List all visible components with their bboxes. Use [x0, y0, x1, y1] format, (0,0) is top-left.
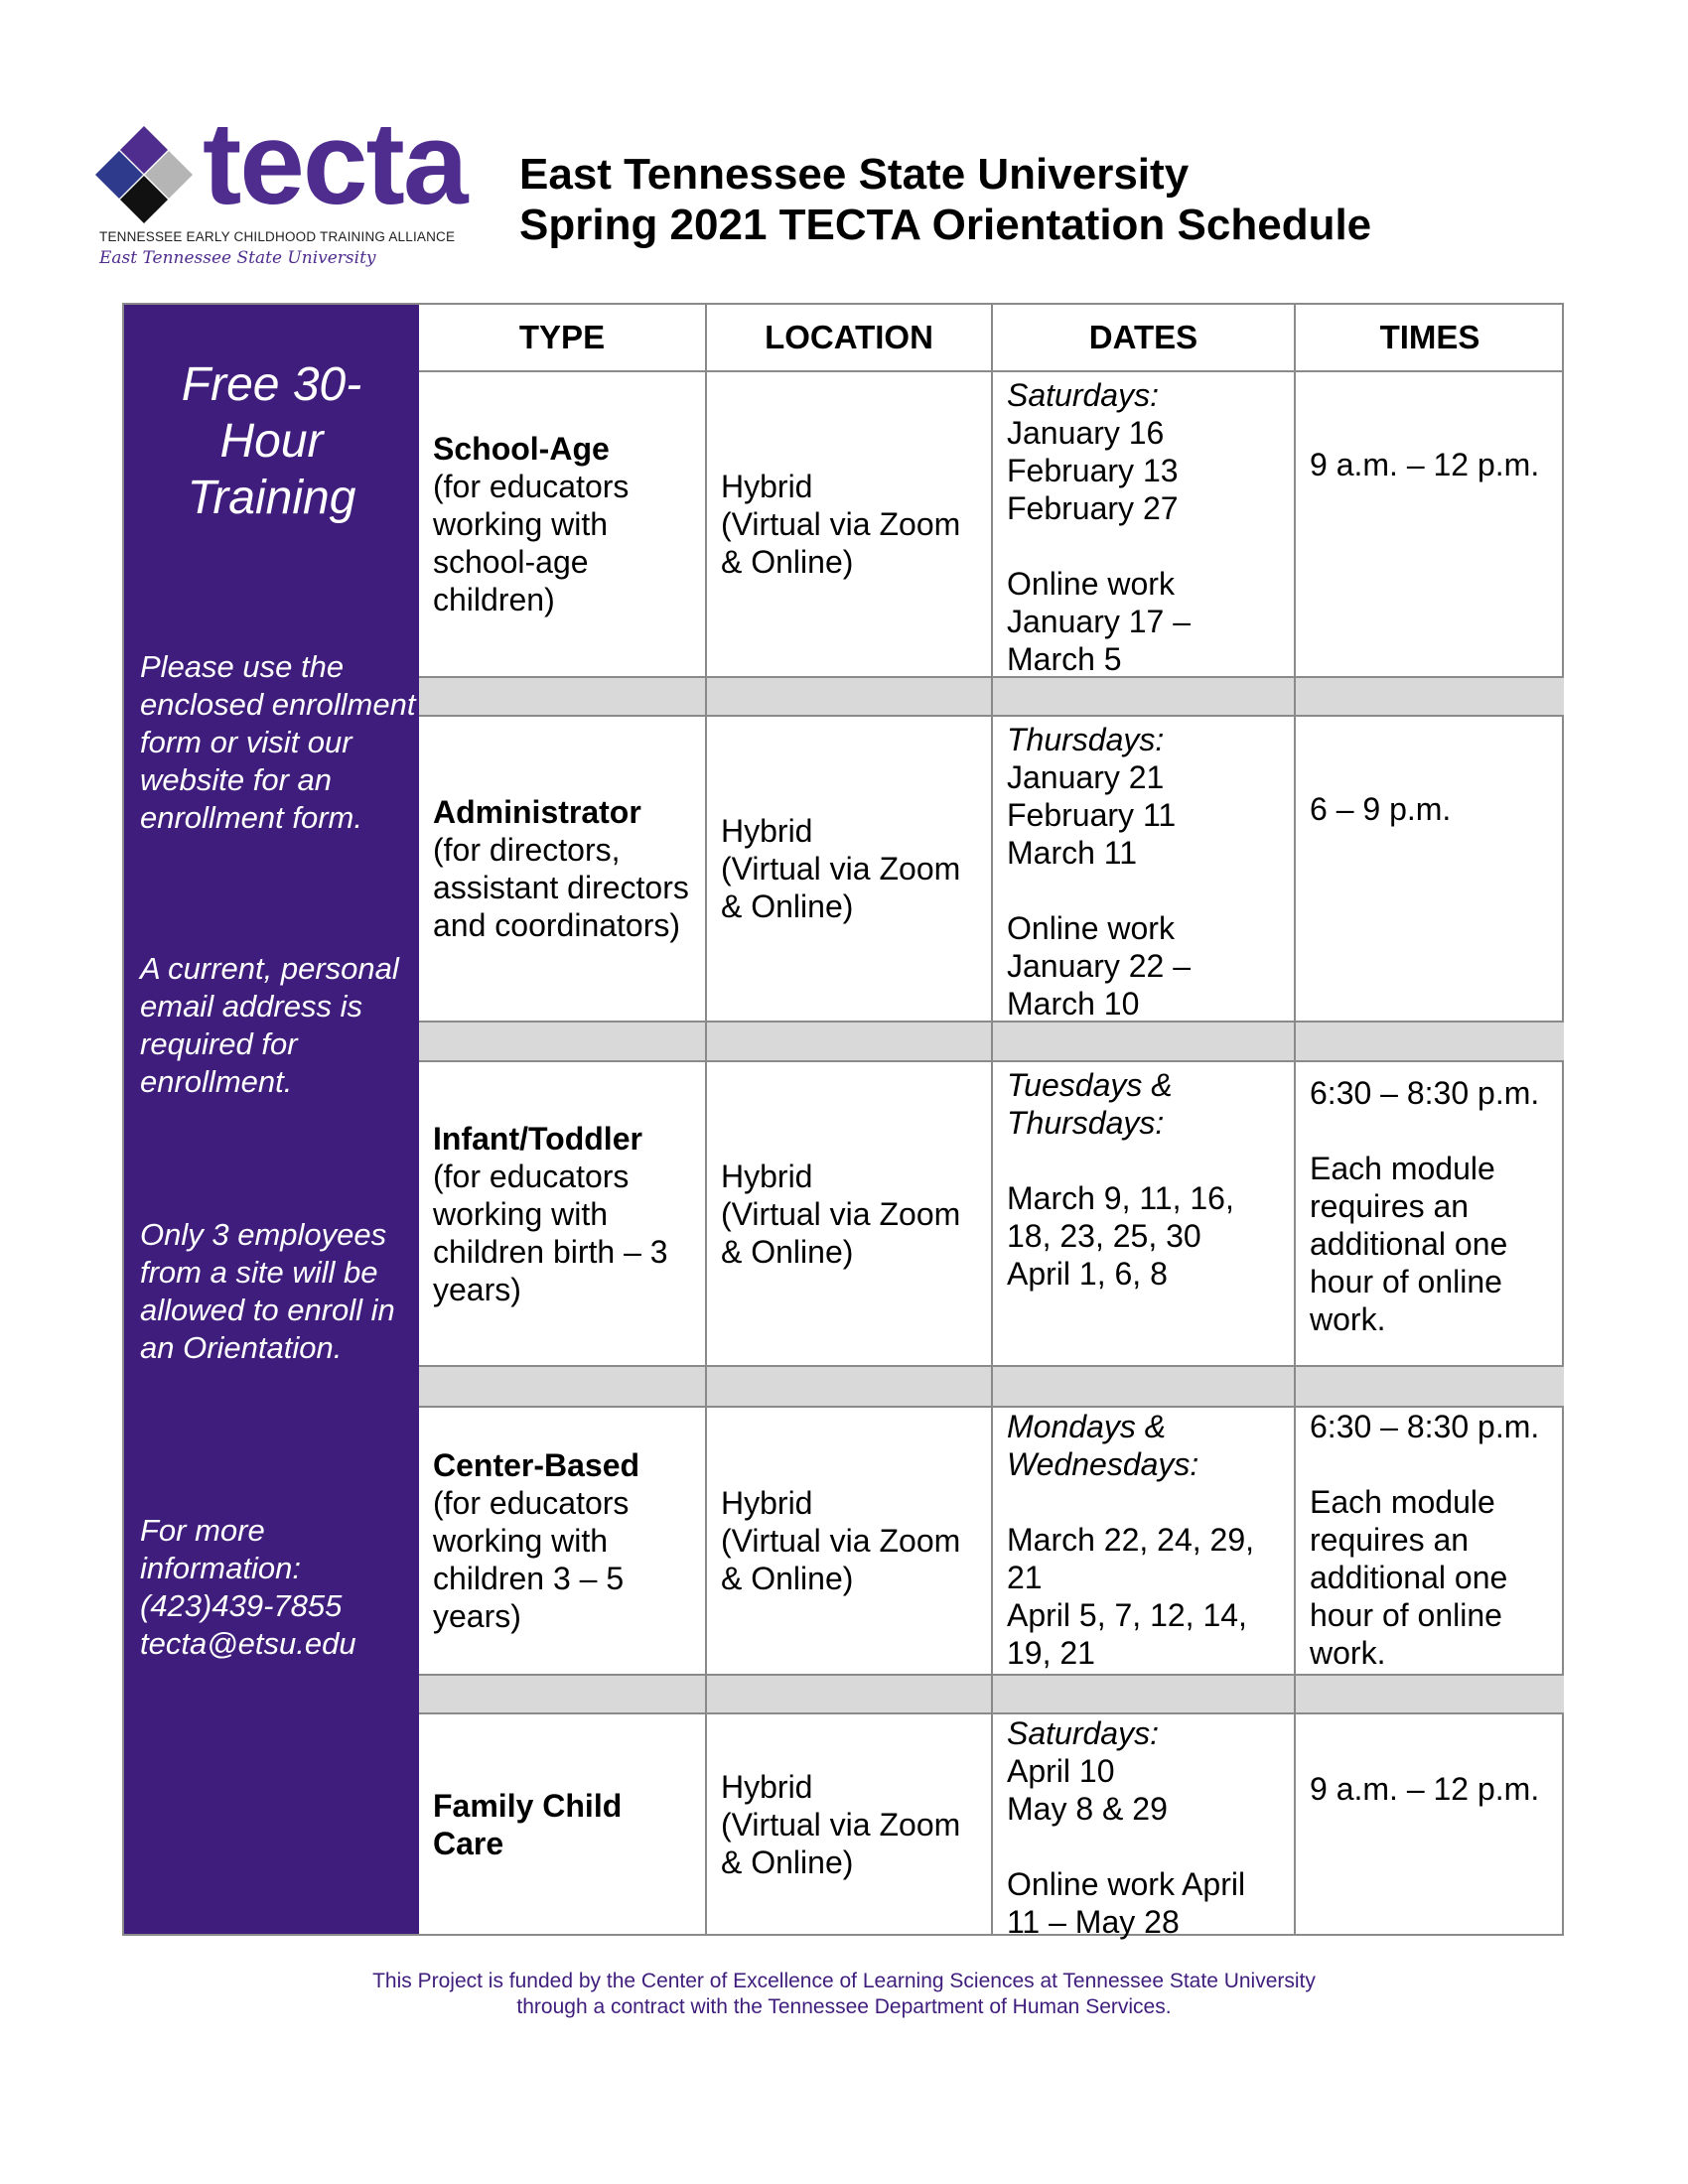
table-row-type [419, 717, 707, 1023]
location-detail: (Virtual via Zoom & Online) [721, 1806, 961, 1880]
dates-days: Mondays & Wednesdays: [1007, 1409, 1199, 1482]
session-time: 6:30 – 8:30 p.m. [1310, 1409, 1540, 1444]
sidebar-heading-line: Hour [219, 415, 324, 468]
enrollment-form-note: Please use the enclosed enrollment form or visit our website for an enrollment form. [140, 649, 416, 835]
location-detail: (Virtual via Zoom & Online) [721, 506, 961, 580]
row-spacer [419, 1023, 707, 1062]
table-row-location [707, 372, 993, 678]
date-item: March 9, 11, 16, 18, 23, 25, 30 [1007, 1180, 1234, 1254]
session-time: 9 a.m. – 12 p.m. [1310, 1771, 1540, 1807]
funding-note [0, 1969, 1688, 2020]
date-item: January 16 [1007, 415, 1165, 451]
date-item: February 11 [1007, 797, 1177, 833]
dates-days: Tuesdays & Thursdays: [1007, 1067, 1173, 1141]
contact-label: For more information: [140, 1513, 301, 1585]
column-header-type: TYPE [419, 305, 707, 372]
row-spacer [707, 1676, 993, 1714]
type-description: (for directors, assistant directors and coordinators) [433, 832, 689, 943]
schedule-table [122, 303, 1564, 1940]
location-detail: (Virtual via Zoom & Online) [721, 1523, 961, 1596]
table-row-dates [993, 717, 1296, 1023]
row-spacer [419, 678, 707, 717]
column-header-times: TIMES [1296, 305, 1564, 372]
row-spacer [993, 1676, 1296, 1714]
session-time: 9 a.m. – 12 p.m. [1310, 447, 1540, 482]
dates-days: Thursdays: [1007, 722, 1165, 757]
type-description: (for educators working with children birth – 3 years) [433, 1158, 668, 1307]
date-item: April 5, 7, 12, 14, 19, 21 [1007, 1597, 1247, 1671]
date-item: February 27 [1007, 490, 1179, 526]
date-item: March 22, 24, 29, 21 [1007, 1522, 1255, 1595]
row-spacer [707, 1367, 993, 1408]
type-description: (for educators working with school-age children) [433, 469, 630, 617]
location-mode: Hybrid [721, 1485, 813, 1521]
session-time: 6 – 9 p.m. [1310, 791, 1452, 827]
page-title [519, 149, 1371, 250]
table-row-times [1296, 1062, 1564, 1367]
enrollment-limit-note: Only 3 employees from a site will be allowed to enroll in an Orientation. [140, 1217, 395, 1365]
info-sidebar [124, 305, 419, 1934]
row-spacer [707, 678, 993, 717]
type-title: Infant/Toddler [433, 1120, 642, 1157]
location-mode: Hybrid [721, 813, 813, 849]
online-work-dates: Online work January 17 – March 5 [1007, 566, 1192, 677]
row-spacer [707, 1023, 993, 1062]
email-requirement-note: A current, personal email address is required for enrollment. [140, 951, 399, 1099]
table-row-dates [993, 1408, 1296, 1676]
table-row-dates [993, 1062, 1296, 1367]
location-mode: Hybrid [721, 469, 813, 504]
date-item: May 8 & 29 [1007, 1791, 1168, 1827]
table-row-type [419, 1062, 707, 1367]
row-spacer [1296, 1367, 1564, 1408]
tecta-logo [99, 98, 496, 276]
row-spacer [993, 1023, 1296, 1062]
row-spacer [1296, 1676, 1564, 1714]
row-spacer [1296, 678, 1564, 717]
type-description: (for educators working with children 3 – 5 years) [433, 1485, 630, 1634]
date-item: April 10 [1007, 1753, 1115, 1789]
table-row-location [707, 1062, 993, 1367]
online-work-dates: Online work April 11 – May 28 [1007, 1866, 1246, 1940]
table-row-location [707, 1714, 993, 1934]
table-row-type [419, 1714, 707, 1934]
funding-line-2: through a contract with the Tennessee Department of Human Services. [516, 1995, 1172, 2018]
column-header-dates: DATES [993, 305, 1296, 372]
online-work-dates: Online work January 22 – March 10 [1007, 910, 1192, 1022]
table-row-times [1296, 717, 1564, 1023]
table-row-dates [993, 1714, 1296, 1940]
table-row-times [1296, 372, 1564, 678]
table-row-times [1296, 1714, 1564, 1934]
logo-tagline: TENNESSEE EARLY CHILDHOOD TRAINING ALLIANCE [99, 229, 456, 244]
date-item: February 13 [1007, 453, 1179, 488]
location-mode: Hybrid [721, 1158, 813, 1194]
title-line-university: East Tennessee State University [519, 150, 1190, 199]
logo-university-script: East Tennessee State University [99, 248, 376, 268]
location-detail: (Virtual via Zoom & Online) [721, 1195, 961, 1270]
table-row-type [419, 1408, 707, 1676]
date-item: January 21 [1007, 759, 1165, 795]
table-row-times [1296, 1408, 1564, 1676]
funding-line-1: This Project is funded by the Center of Excellence of Learning Sciences at Tennessee State University [372, 1970, 1316, 1992]
session-time: 6:30 – 8:30 p.m. [1310, 1075, 1540, 1111]
type-title: Administrator [433, 794, 641, 830]
row-spacer [419, 1676, 707, 1714]
type-title: Center-Based [433, 1447, 640, 1483]
table-row-type [419, 372, 707, 678]
type-title: School-Age [433, 431, 610, 467]
date-item: April 1, 6, 8 [1007, 1256, 1168, 1292]
dates-days: Saturdays: [1007, 1715, 1159, 1751]
table-row-dates [993, 372, 1296, 678]
logo-wordmark: tecta [203, 98, 467, 229]
type-title: Family Child Care [433, 1787, 623, 1861]
contact-info [140, 1512, 416, 1663]
online-module-note: Each module requires an additional one hour of online work. [1310, 1151, 1508, 1337]
sidebar-heading-line: Training [187, 472, 356, 524]
date-item: March 11 [1007, 835, 1138, 871]
dates-days: Saturdays: [1007, 377, 1159, 413]
online-module-note: Each module requires an additional one hour of online work. [1310, 1484, 1508, 1671]
contact-phone: (423)439-7855 [140, 1588, 343, 1623]
sidebar-heading-line: Free 30- [181, 358, 362, 411]
row-spacer [1296, 1023, 1564, 1062]
location-mode: Hybrid [721, 1768, 813, 1805]
diamond-logo-icon [99, 127, 189, 226]
location-detail: (Virtual via Zoom & Online) [721, 851, 961, 924]
row-spacer [419, 1367, 707, 1408]
sidebar-heading [124, 356, 419, 526]
contact-email: tecta@etsu.edu [140, 1626, 356, 1661]
row-spacer [993, 678, 1296, 717]
title-line-schedule: Spring 2021 TECTA Orientation Schedule [519, 201, 1372, 249]
column-header-location: LOCATION [707, 305, 993, 372]
table-row-location [707, 717, 993, 1023]
table-row-location [707, 1408, 993, 1676]
row-spacer [993, 1367, 1296, 1408]
